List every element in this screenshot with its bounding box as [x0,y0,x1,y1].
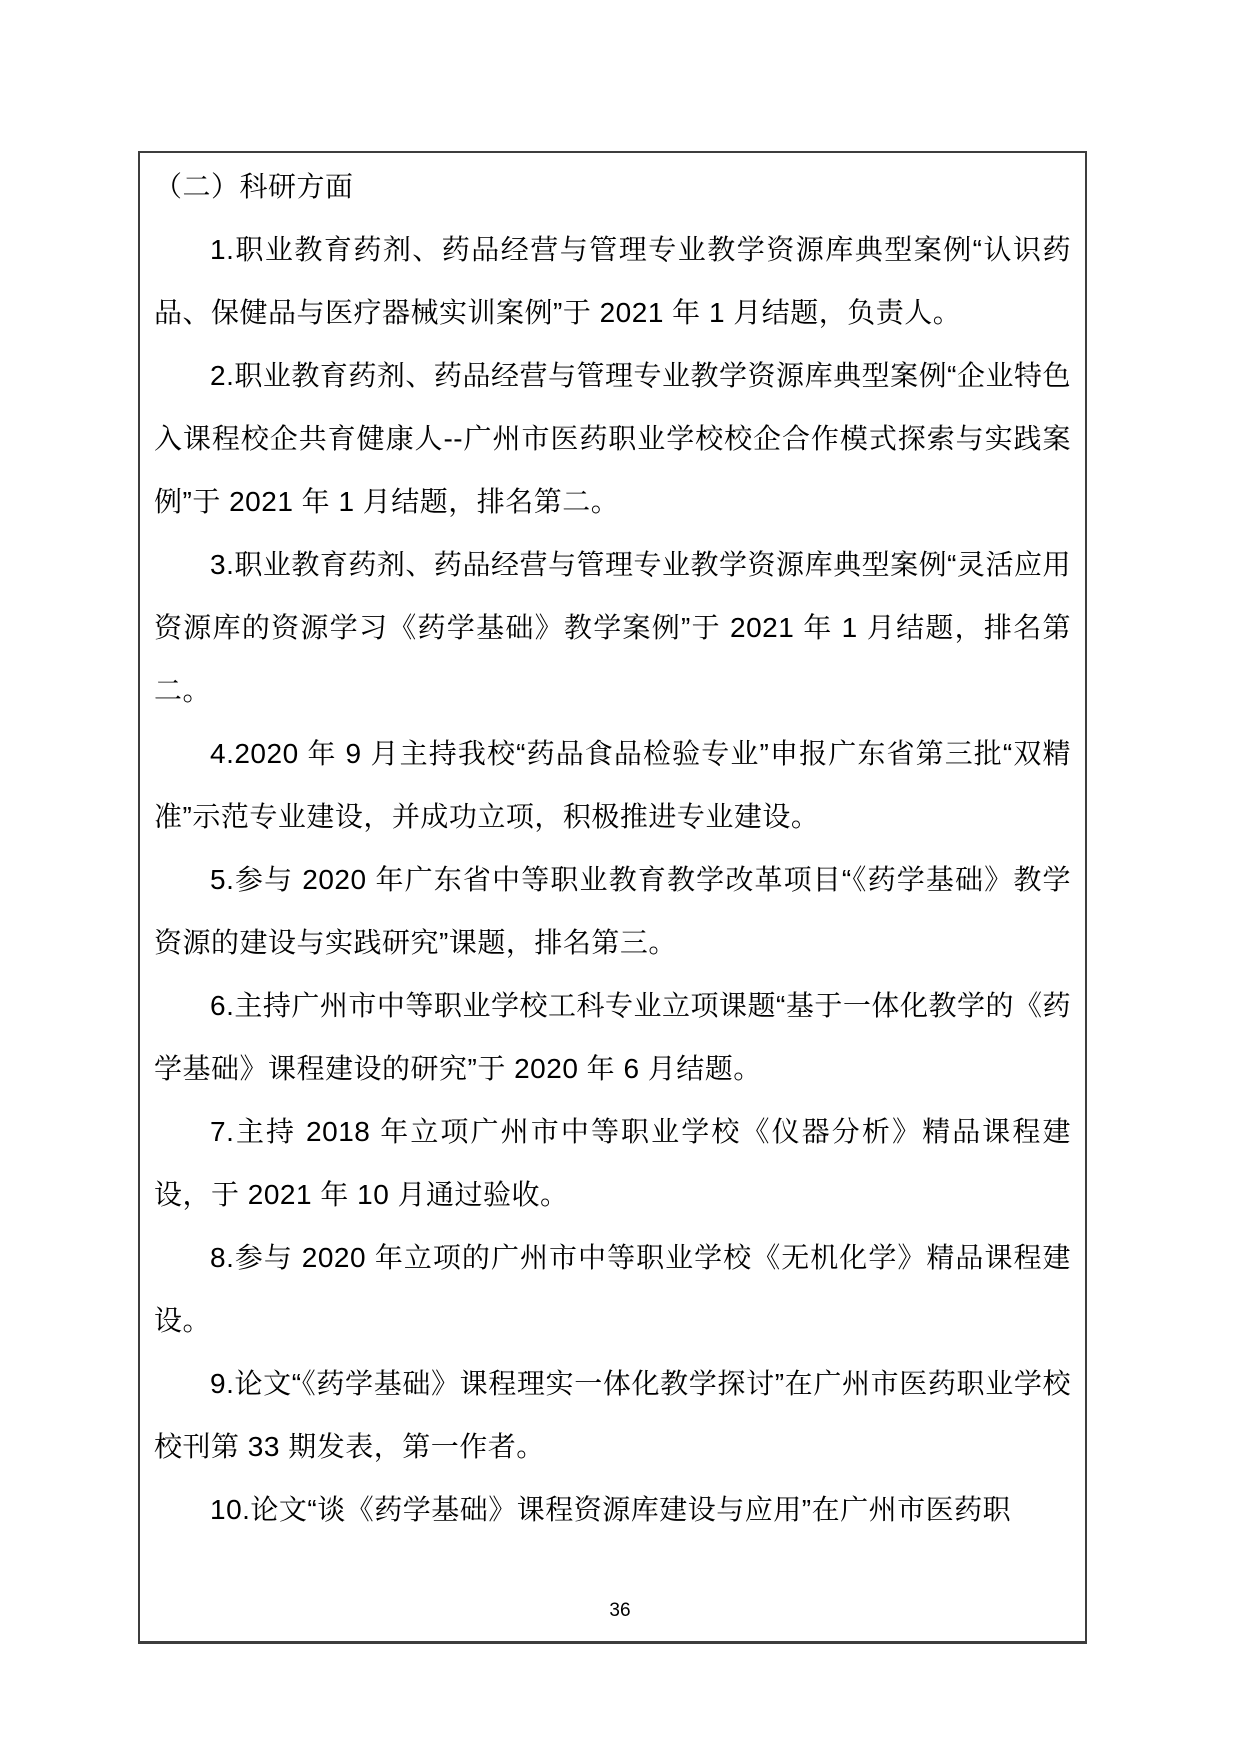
research-item-6: 6.主持广州市中等职业学校工科专业立项课题“基于一体化教学的《药学基础》课程建设的研究”于 2020 年 6 月结题。 [154,990,1071,1084]
section-title: （二）科研方面 [154,171,354,202]
research-item-10: 10.论文“谈《药学基础》课程资源库建设与应用”在广州市医药职 [210,1494,1012,1525]
research-item-7: 7.主持 2018 年立项广州市中等职业学校《仪器分析》精品课程建设，于 2021 年 10 月通过验收。 [154,1116,1071,1210]
research-item-1: 1.职业教育药剂、药品经营与管理专业教学资源库典型案例“认识药品、保健品与医疗器械实训案例”于 2021 年 1 月结题，负责人。 [154,234,1071,328]
research-item-4: 4.2020 年 9 月主持我校“药品食品检验专业”申报广东省第三批“双精准”示范专业建设，并成功立项，积极推进专业建设。 [154,738,1071,832]
research-item-9: 9.论文“《药学基础》课程理实一体化教学探讨”在广州市医药职业学校校刊第 33 期发表，第一作者。 [154,1368,1071,1462]
table-cell-research-section [138,151,1087,1644]
research-item-2: 2.职业教育药剂、药品经营与管理专业教学资源库典型案例“企业特色入课程校企共育健康人--广州市医药职业学校校企合作模式探索与实践案例”于 2021 年 1 月结题，排名第二。 [154,360,1071,517]
research-item-8: 8.参与 2020 年立项的广州市中等职业学校《无机化学》精品课程建设。 [154,1242,1071,1336]
research-item-3: 3.职业教育药剂、药品经营与管理专业教学资源库典型案例“灵活应用资源库的资源学习《药学基础》教学案例”于 2021 年 1 月结题，排名第二。 [154,549,1071,706]
research-item-5: 5.参与 2020 年广东省中等职业教育教学改革项目“《药学基础》教学资源的建设与实践研究”课题，排名第三。 [154,864,1071,958]
page-number: 36 [609,1600,631,1621]
